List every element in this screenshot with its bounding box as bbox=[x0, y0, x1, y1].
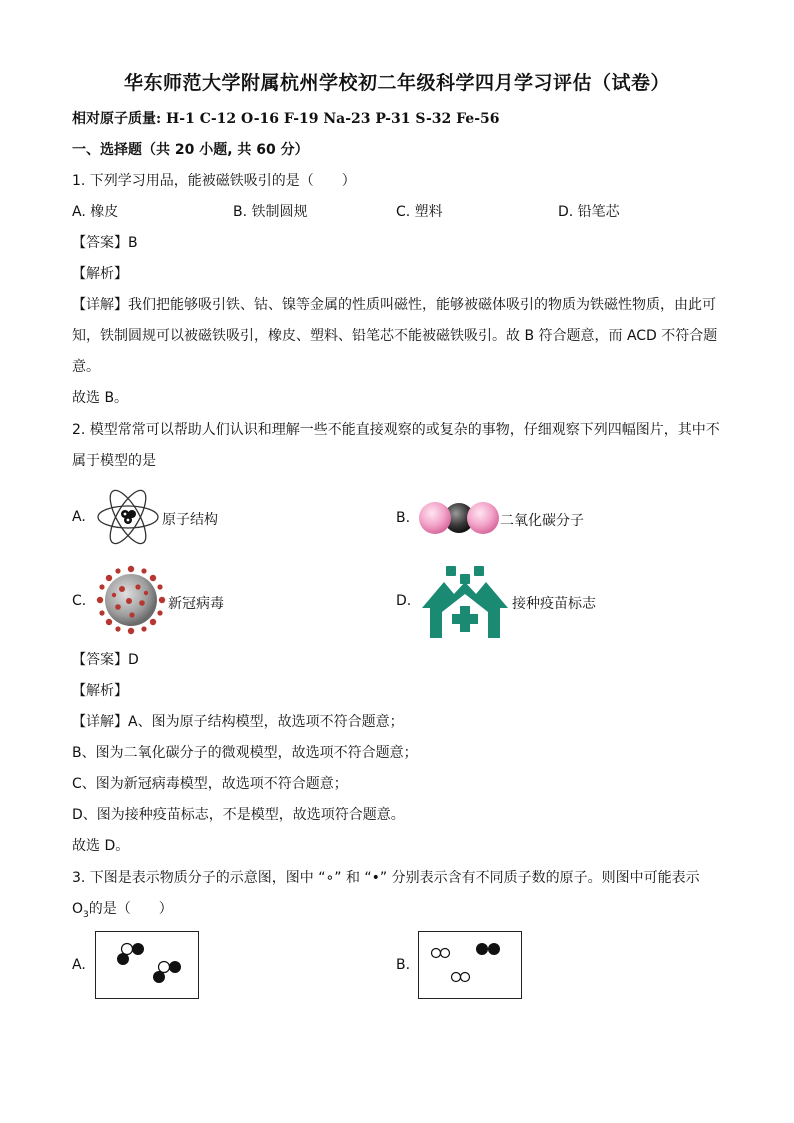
q1-answer: 【答案】B bbox=[72, 235, 138, 251]
q1-detail-line: 意。 bbox=[72, 359, 100, 375]
q2-analysis: 【解析】 bbox=[72, 683, 128, 699]
q2-option-b-letter: B. bbox=[396, 510, 411, 526]
section-heading: 一、选择题（共 20 小题, 共 60 分） bbox=[72, 142, 309, 158]
q1-option-c: C. 塑料 bbox=[396, 204, 443, 220]
q1-conclusion: 故选 B。 bbox=[72, 390, 129, 406]
q2-detail-line: B、图为二氧化碳分子的微观模型，故选项不符合题意； bbox=[72, 745, 418, 761]
q2-option-b-label: 二氧化碳分子 bbox=[500, 513, 584, 529]
q1-option-a: A. 橡皮 bbox=[72, 204, 119, 220]
q1-stem: 1. 下列学习用品，能被磁铁吸引的是（ ） bbox=[72, 173, 356, 189]
q3-formula-subscript: 3 bbox=[83, 909, 89, 920]
atomic-masses: 相对原子质量: H-1 C-12 O-16 F-19 Na-23 P-31 S-32 Fe-56 bbox=[72, 111, 500, 127]
q3-option-a-diagram bbox=[95, 931, 199, 999]
q3-option-b-letter: B. bbox=[396, 957, 411, 973]
q1-detail-line: 知，铁制圆规可以被磁铁吸引，橡皮、塑料、铅笔芯不能被磁铁吸引。故 B 符合题意，而 ACD 不符合题 bbox=[72, 328, 718, 344]
q2-option-d-letter: D. bbox=[396, 593, 412, 609]
q2-option-d-label: 接种疫苗标志 bbox=[512, 596, 596, 612]
q2-answer: 【答案】D bbox=[72, 652, 139, 668]
coronavirus-icon bbox=[96, 565, 166, 635]
q2-option-a-letter: A. bbox=[72, 509, 86, 525]
q2-option-a-label: 原子结构 bbox=[162, 512, 218, 528]
vaccination-sign-icon bbox=[420, 566, 510, 638]
q2-detail-line: C、图为新冠病毒模型，故选项不符合题意； bbox=[72, 776, 348, 792]
q2-stem-line: 2. 模型常常可以帮助人们认识和理解一些不能直接观察的或复杂的事物，仔细观察下列四幅图片，其中不 bbox=[72, 422, 720, 438]
q3-stem-line: 3. 下图是表示物质分子的示意图，图中 “∘” 和 “•” 分别表示含有不同质子数的原子。则图中可能表示 bbox=[72, 870, 700, 886]
q3-formula: O bbox=[72, 901, 84, 917]
q3-option-b-diagram bbox=[418, 931, 522, 999]
q2-detail-line: D、图为接种疫苗标志，不是模型，故选项符合题意。 bbox=[72, 807, 405, 823]
q1-analysis: 【解析】 bbox=[72, 266, 128, 282]
q1-detail-line: 【详解】我们把能够吸引铁、钴、镍等金属的性质叫磁性，能够被磁体吸引的物质为铁磁性物质，由此可 bbox=[72, 297, 716, 313]
page-title: 华东师范大学附属杭州学校初二年级科学四月学习评估（试卷） bbox=[123, 72, 670, 94]
q2-detail-line: 【详解】A、图为原子结构模型，故选项不符合题意； bbox=[72, 714, 404, 730]
co2-molecule-icon bbox=[418, 498, 500, 538]
q2-option-c-letter: C. bbox=[72, 593, 87, 609]
q2-option-c-label: 新冠病毒 bbox=[168, 596, 224, 612]
q3-stem-line: $O_3$的是（ ） bbox=[72, 901, 173, 920]
q3-option-a-letter: A. bbox=[72, 957, 86, 973]
q2-stem-line: 属于模型的是 bbox=[72, 453, 156, 469]
q1-option-d: D. 铅笔芯 bbox=[558, 204, 620, 220]
atom-structure-icon bbox=[96, 482, 160, 552]
q1-option-b: B. 铁制圆规 bbox=[233, 204, 308, 220]
q2-conclusion: 故选 D。 bbox=[72, 838, 130, 854]
